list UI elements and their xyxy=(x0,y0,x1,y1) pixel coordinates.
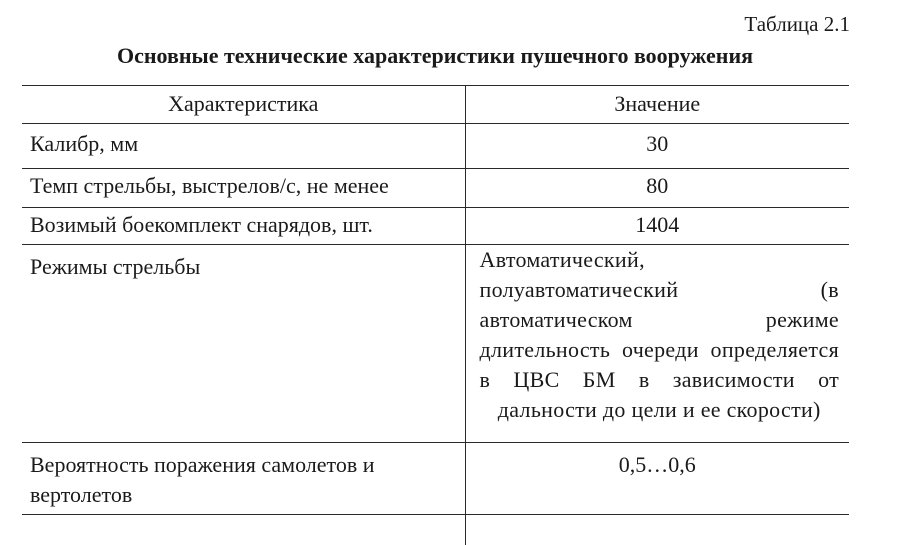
row-key: Вероятность поражения самолетов и вертолетов xyxy=(22,443,465,515)
table-header-row xyxy=(22,86,849,124)
row-key: Темп стрельбы, выстрелов/с, не менее xyxy=(22,169,465,208)
table-row xyxy=(22,515,849,545)
row-value: 30 xyxy=(465,124,849,169)
table-row xyxy=(22,124,849,169)
row-key: Режимы стрельбы xyxy=(22,245,465,443)
header-characteristic: Характеристика xyxy=(22,86,465,124)
row-key: Калибр, мм xyxy=(22,124,465,169)
specs-table xyxy=(22,85,849,545)
row-value: 80 xyxy=(465,169,849,208)
row-value xyxy=(465,515,849,545)
table-caption: Таблица 2.1 xyxy=(744,12,850,37)
row-value: Автоматический, полуавтоматический (в автоматическом режиме длительность очереди определяется в ЦВС БМ в зависимости от дальности до цели и ее скорости) xyxy=(465,245,849,443)
row-value: 0,5…0,6 xyxy=(465,443,849,515)
table-row xyxy=(22,208,849,245)
row-key xyxy=(22,515,465,545)
table-row xyxy=(22,245,849,443)
table-row xyxy=(22,443,849,515)
row-value: 1404 xyxy=(465,208,849,245)
table-title: Основные технические характеристики пушечного вооружения xyxy=(0,43,870,69)
header-value: Значение xyxy=(465,86,849,124)
row-key: Возимый боекомплект снарядов, шт. xyxy=(22,208,465,245)
table-row xyxy=(22,169,849,208)
